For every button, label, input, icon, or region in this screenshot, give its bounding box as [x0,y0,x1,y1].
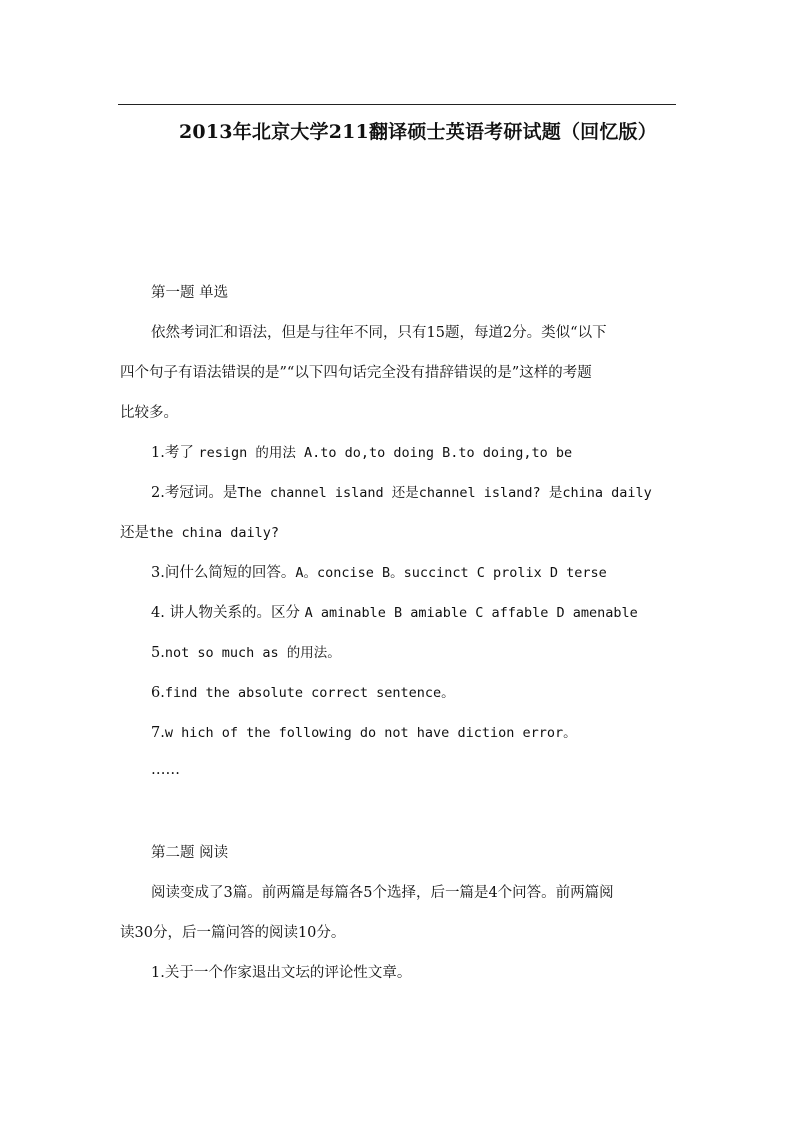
section2-intro-line-1: 阅读变成了3篇。前两篇是每篇各5个选择，后一篇是4个问答。前两篇阅 [151,885,614,901]
item-text-cn: 还是 [120,525,149,541]
item-text-en: A aminable B amiable C affable D amenable [304,605,638,621]
section1-intro-line-3: 比较多。 [120,405,178,421]
section1-intro-line-1: 依然考词汇和语法，但是与往年不同，只有15题，每道2分。类似“以下 [151,325,607,341]
question-item-4 [151,603,638,623]
section2-intro-line-2: 读30分，后一篇问答的阅读10分。 [120,925,346,941]
document-title: 2013年北京大学211翻译硕士英语考研试题（回忆版） [179,121,657,143]
item-text-cn: 问什么简短的回答。 [164,565,296,581]
item-text-cn: 讲人物关系的。区分 [164,605,300,621]
question-item-2 [151,483,652,503]
item-text-cn: 考了 [164,445,194,461]
item-number: 7. [151,725,165,741]
item-text-cn: 考冠词。是 [164,485,238,501]
item-number: 6. [151,685,165,701]
item-text-en: find the absolute correct sentence。 [164,685,455,701]
question-item-5 [151,643,341,663]
question-item-1 [151,443,572,463]
header-rule [118,104,676,105]
section2-heading: 第二题 阅读 [151,845,229,861]
item-text-en: A。concise B。succinct C prolix D terse [295,565,607,581]
item-number: 5. [151,645,165,661]
question-item-6 [151,683,455,703]
item-text-en: The channel island 还是channel island? 是china daily [237,485,652,501]
item-number: 4. [151,605,165,621]
section1-heading: 第一题 单选 [151,285,229,301]
section1-ellipsis: …… [151,762,180,778]
section2-item-1: 1.关于一个作家退出文坛的评论性文章。 [151,965,412,981]
question-item-7 [151,723,577,743]
item-number: 2. [151,485,165,501]
question-item-3 [151,563,607,583]
section1-intro-line-2: 四个句子有语法错误的是”“以下四句话完全没有措辞错误的是”这样的考题 [120,365,592,381]
item-number: 1. [151,445,165,461]
question-item-2-continued [120,523,279,543]
item-text-en: not so much as 的用法。 [164,645,341,661]
item-text-en: w hich of the following do not have diction error。 [164,725,577,741]
item-text-en: resign 的用法 A.to do,to doing B.to doing,to be [198,445,573,461]
item-number: 3. [151,565,165,581]
item-text-en: the china daily? [149,525,280,541]
